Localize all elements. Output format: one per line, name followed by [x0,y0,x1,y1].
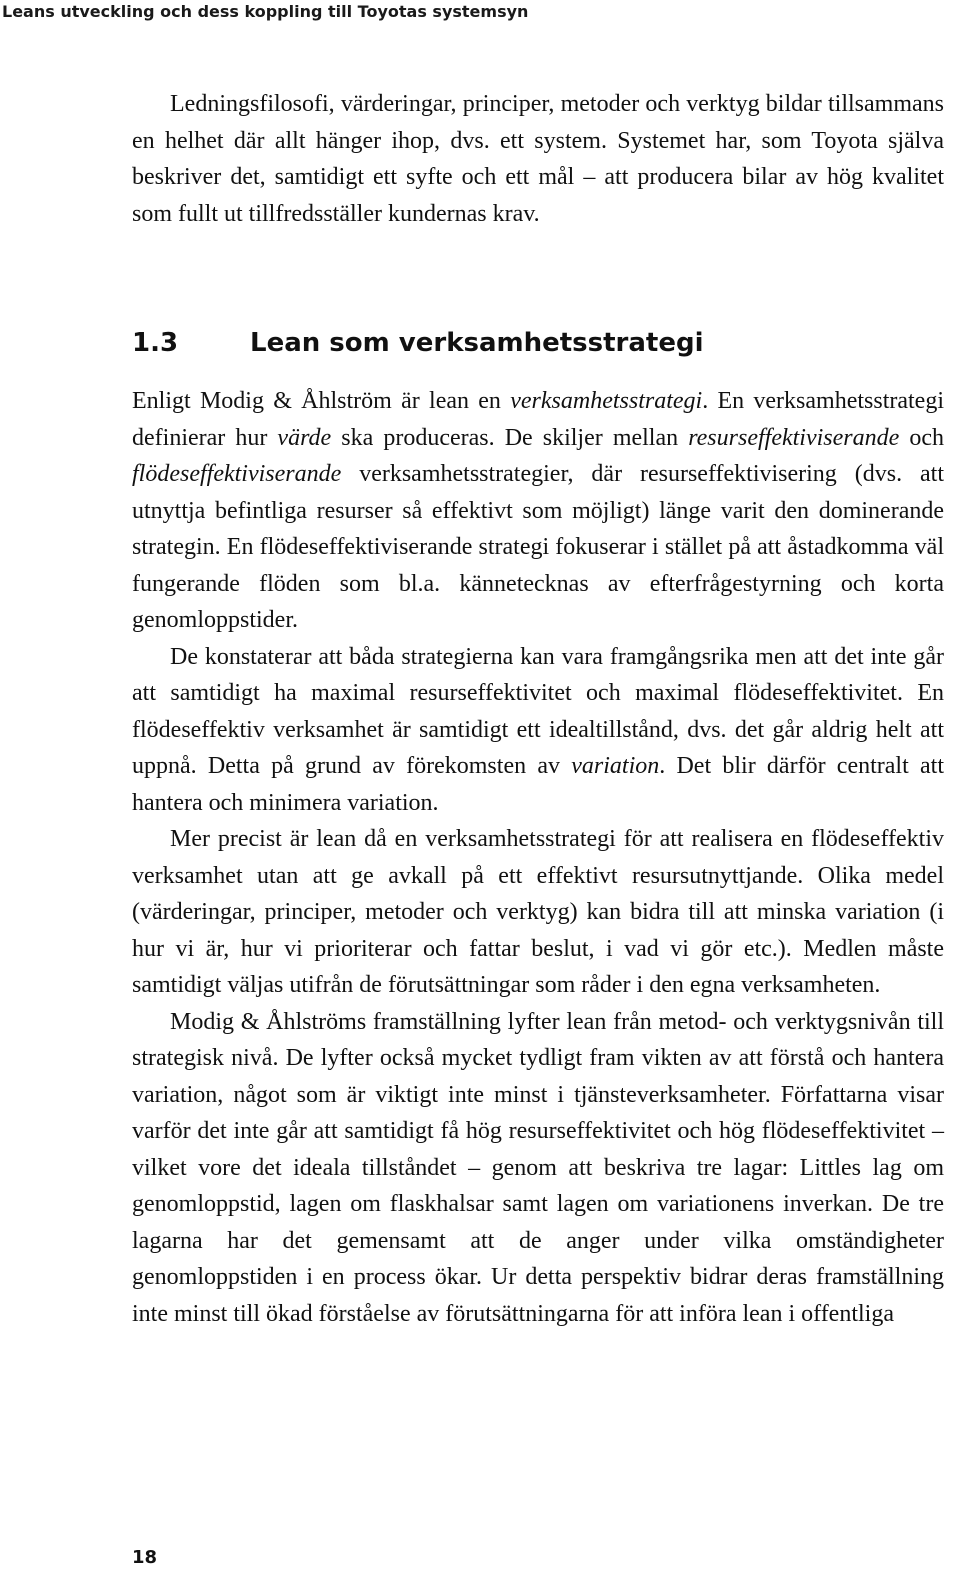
text-run: och [899,424,944,451]
emphasis-term: variation [571,753,660,779]
paragraph-1 [132,383,944,639]
running-header: Leans utveckling och dess koppling till Toyotas systemsyn [0,0,960,24]
paragraph-2 [132,639,944,822]
text-run: ska produceras. De skiljer mellan [331,424,689,451]
text-run: De konstaterar att båda strategierna kan vara framgångsrika men att det inte går att samtidigt ha maximal resurseffektivitet och maximal flödeseffektivitet. En flödeseffektiv verksamhet är samtidigt ett idealtillstånd, dvs. det går aldrig helt att uppnå. Detta på grund av förekomsten av [132,643,944,779]
emphasis-term: verksamhetsstrategi [510,388,703,414]
section-body [132,383,944,1332]
text-run: . En verksamhetsstrategi definierar hur [132,388,945,451]
paragraph-4: Modig & Åhlströms framställning lyfter lean från metod- och verktygsnivån till strategisk nivå. De lyfter också mycket tydligt fram vikten av att förstå och hantera variation, något som är viktigt inte minst i tjänsteverksamheter. Författarna visar varför det inte går att samtidigt få hög resurseffektivitet och hög flödeseffektivitet – vilket vore det ideala tillståndet – genom att beskriva tre lagar: Littles lag om genomloppstid, lagen om flaskhalsar samt lagen om variationens inverkan. De tre lagarna har det gemensamt att de anger under vilka omständigheter genomloppstiden i en process ökar. Ur detta perspektiv bidrar deras framställning inte minst till ökad förståelse av förutsättningarna för att införa lean i offentliga [132,1008,944,1327]
paragraph-3: Mer precist är lean då en verksamhetsstrategi för att realisera en flödeseffektiv verksamhet utan att ge avkall på ett effektivt resursutnyttjande. Olika medel (värderingar, principer, metoder och verktyg) kan bidra till att minska variation (i hur vi är, hur vi prioriterar och fattar beslut, i vad vi gör etc.). Medlen måste samtidigt väljas utifrån de förutsättningar som råder i den egna verksamheten. [132,826,944,998]
emphasis-term: resurseffektiviserande [688,424,900,451]
text-run: verksamhetsstrategier, där resurseffektivisering (dvs. att utnyttja befintliga resurser så effektivt som möjligt) länge varit den dominerande strategin. En flödeseffektiviserande strategi fokuserar i stället på att åstadkomma väl fungerande flöden som bl.a. kännetecknas av efterfrågestyrning och korta genomloppstider. [132,461,944,633]
intro-section [132,86,944,232]
intro-paragraph: Ledningsfilosofi, värderingar, principer, metoder och verktyg bildar tillsammans en helhet där allt hänger ihop, dvs. ett system. Systemet har, som Toyota själva beskriver det, samtidigt ett syfte och ett mål – att producera bilar av hög kvalitet som fullt ut tillfredsställer kundernas krav. [132,91,944,227]
section-heading [132,323,944,363]
page-number: 18 [132,1547,158,1568]
emphasis-term: värde [277,424,332,451]
emphasis-term: flödeseffektiviserande [132,461,342,487]
text-run: . Det blir därför centralt att hantera och minimera variation. [132,753,944,816]
section-number: 1.3 [132,328,179,358]
section-title: Lean som verksamhetsstrategi [250,328,704,358]
text-run: Enligt Modig & Åhlström är lean en [132,388,511,414]
